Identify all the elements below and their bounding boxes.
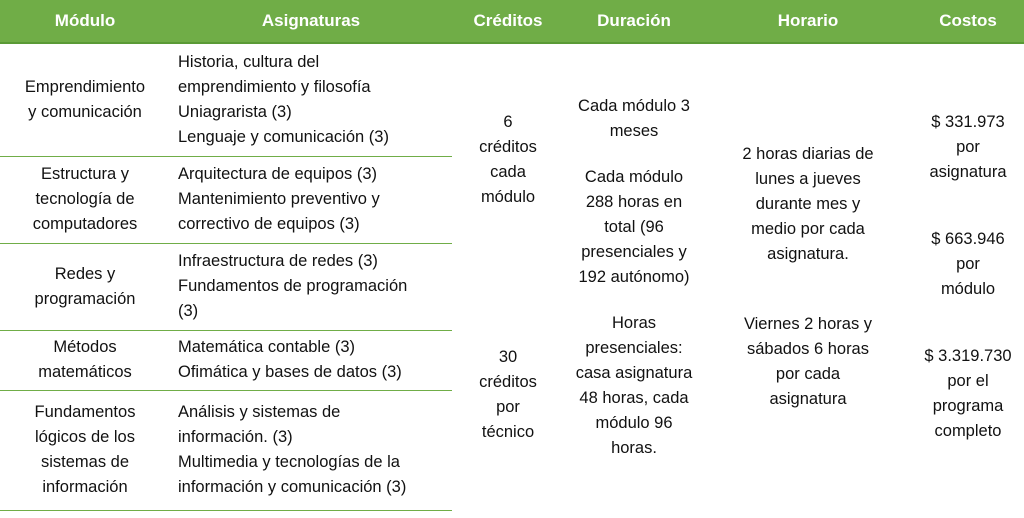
subjects-cell: Infraestructura de redes (3) Fundamentos de programación (3): [170, 243, 452, 330]
module-cell: Estructura y tecnología de computadores: [0, 156, 170, 243]
header-row: [0, 0, 1024, 43]
module-cell: Métodos matemáticos: [0, 330, 170, 390]
subjects-cell: Matemática contable (3) Ofimática y bases de datos (3): [170, 330, 452, 390]
price-per-subject: $ 331.973: [931, 113, 1005, 131]
creditos-cell: 6 créditos cada módulo 30 créditos por técnico: [479, 112, 537, 441]
table-row: [0, 43, 1024, 156]
header-costos: Costos: [912, 0, 1024, 43]
price-full-program: $ 3.319.730: [924, 347, 1012, 365]
module-cell: Redes y programación: [0, 243, 170, 330]
costos-cell: $ 331.973 por asignatura $ 663.946 por módulo $ 3.319.730 por el programa completo: [912, 43, 1024, 510]
header-asignaturas: Asignaturas: [170, 0, 452, 43]
module-cell: Emprendimiento y comunicación: [0, 43, 170, 156]
duracion-cell: Cada módulo 3 meses Cada módulo 288 horas en total (96 presenciales y 192 autónomo) Horas presenciales: casa asignatura 48 horas, cada módulo 96 horas.: [575, 96, 693, 457]
price-per-module: $ 663.946: [931, 230, 1005, 248]
header-duracion: Duración: [564, 0, 704, 43]
header-modulo: Módulo: [0, 0, 170, 43]
subjects-cell: Historia, cultura del emprendimiento y filosofía Uniagrarista (3) Lenguaje y comunicación (3): [170, 43, 452, 156]
horario-cell: 2 horas diarias de lunes a jueves durante mes y medio por cada asignatura. Viernes 2 horas y sábados 6 horas por cada asignatura: [742, 145, 874, 408]
header-horario: Horario: [704, 0, 912, 43]
subjects-cell: Análisis y sistemas de información. (3) Multimedia y tecnologías de la información y comunicación (3): [170, 390, 452, 510]
header-creditos: Créditos: [452, 0, 564, 43]
subjects-cell: Arquitectura de equipos (3) Mantenimiento preventivo y correctivo de equipos (3): [170, 156, 452, 243]
module-cell: Fundamentos lógicos de los sistemas de información: [0, 390, 170, 510]
